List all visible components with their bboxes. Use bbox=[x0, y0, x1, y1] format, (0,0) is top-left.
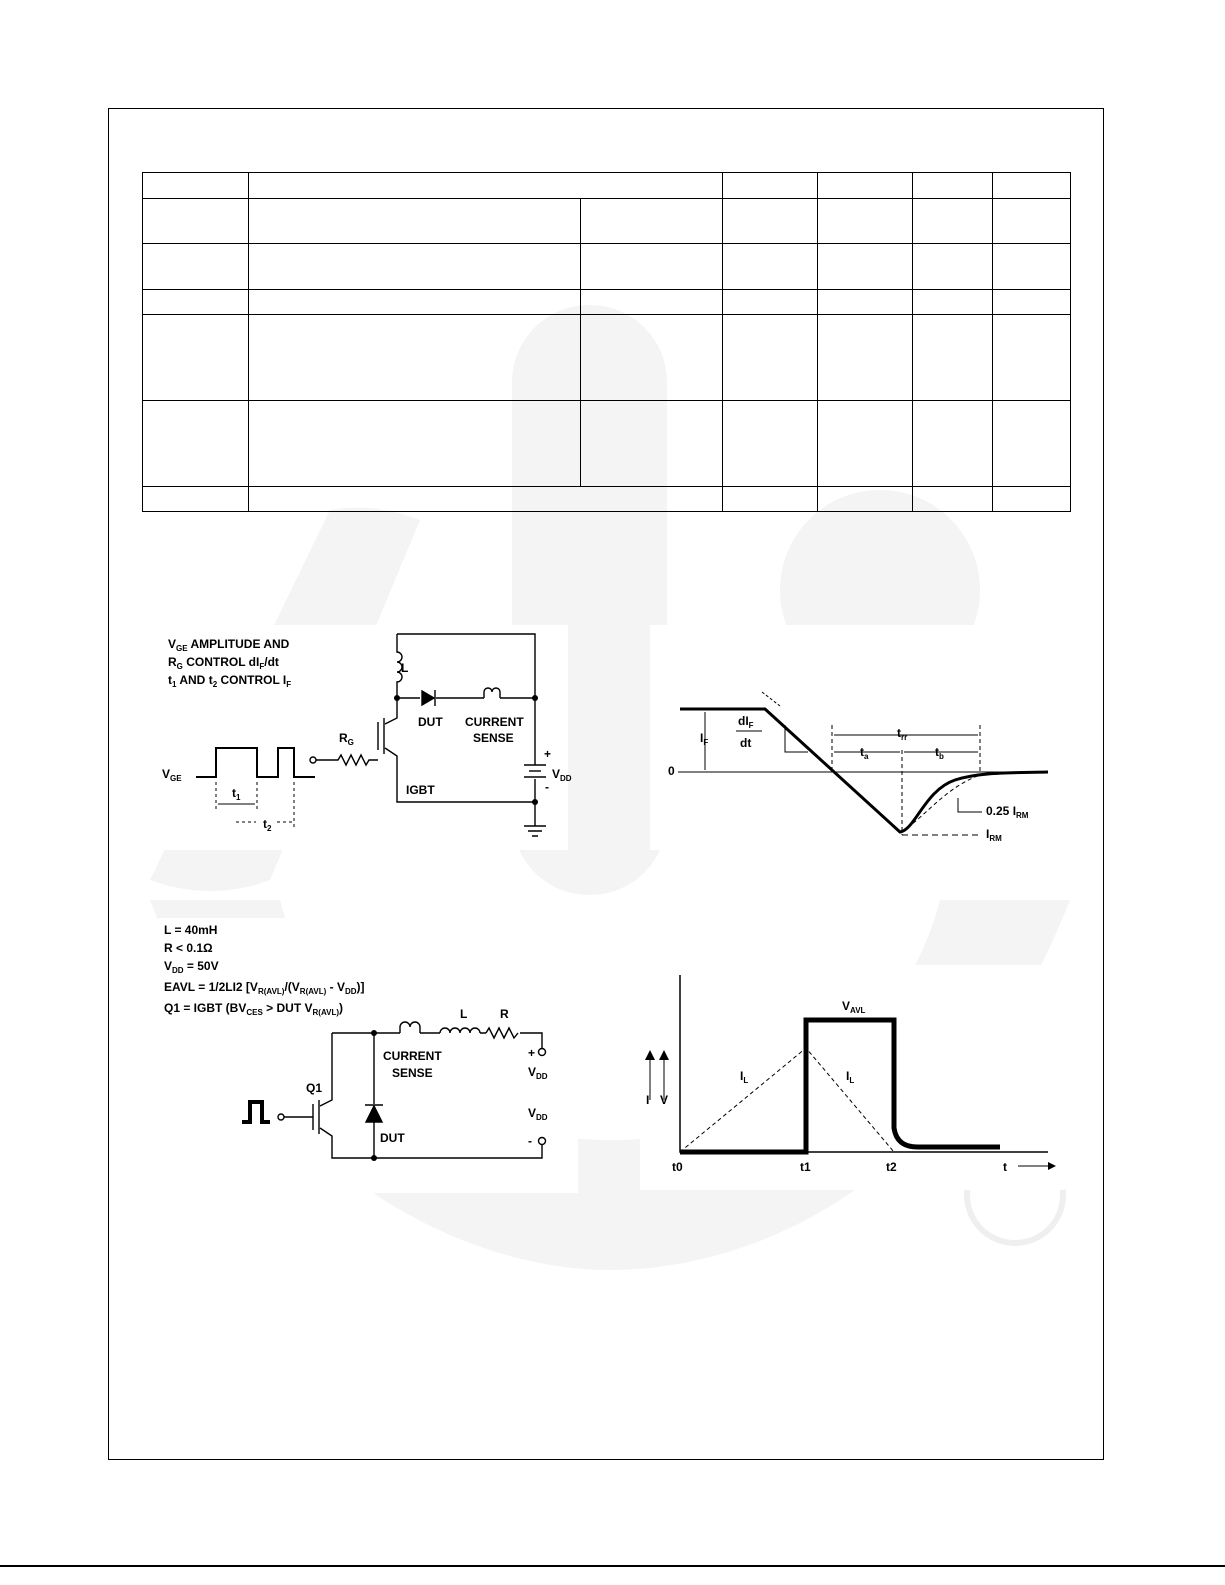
inductor-L bbox=[440, 1028, 480, 1033]
table-cell bbox=[913, 290, 993, 315]
table-cell bbox=[249, 290, 581, 315]
label-t0: t0 bbox=[672, 1160, 683, 1174]
table-cell bbox=[993, 290, 1071, 315]
label-if: $I_F$ bbox=[700, 731, 709, 747]
dut-diode bbox=[366, 1106, 382, 1122]
table-cell bbox=[723, 199, 818, 244]
label-tb: $t_b$ bbox=[935, 745, 944, 761]
table-cell bbox=[723, 244, 818, 290]
label-current: CURRENT bbox=[383, 1049, 442, 1063]
label-dif: $dI_F$ bbox=[738, 714, 754, 730]
table-cell bbox=[249, 173, 723, 199]
table-cell bbox=[249, 199, 581, 244]
table-cell bbox=[581, 401, 723, 487]
table-row bbox=[143, 487, 1071, 512]
table-cell bbox=[723, 173, 818, 199]
note-line-2: $R_G$ CONTROL $dI_F/dt$ bbox=[168, 655, 279, 671]
table-cell bbox=[143, 315, 249, 401]
table-cell bbox=[913, 199, 993, 244]
footer-rule bbox=[0, 1565, 1225, 1567]
label-t2: t2 bbox=[886, 1160, 897, 1174]
label-dut: DUT bbox=[380, 1131, 405, 1145]
table-cell bbox=[993, 487, 1071, 512]
table-cell bbox=[818, 487, 913, 512]
table-cell bbox=[143, 487, 249, 512]
table-row bbox=[143, 173, 1071, 199]
table-cell bbox=[913, 173, 993, 199]
table-cell bbox=[249, 401, 581, 487]
recovery-test-circuit-figure bbox=[158, 625, 572, 850]
label-igbt: IGBT bbox=[406, 783, 435, 797]
label-sense: SENSE bbox=[473, 731, 514, 745]
table-cell bbox=[818, 290, 913, 315]
voltage-waveform bbox=[680, 1020, 1000, 1152]
label-plus: + bbox=[544, 747, 552, 761]
table-cell bbox=[993, 315, 1071, 401]
recovery-waveform-figure bbox=[650, 625, 1060, 850]
table-cell bbox=[993, 244, 1071, 290]
resistor-R bbox=[486, 1028, 518, 1038]
param-vdd: $V_{DD} = 50V$ bbox=[164, 959, 219, 975]
table-cell bbox=[249, 315, 581, 401]
label-rg: $R_G$ bbox=[339, 731, 354, 747]
label-vdd-bottom: $V_{DD}$ bbox=[528, 1106, 548, 1122]
label-t: t bbox=[1003, 1160, 1007, 1174]
label-q1: Q1 bbox=[306, 1081, 323, 1095]
table-cell bbox=[581, 199, 723, 244]
table-cell bbox=[143, 173, 249, 199]
label-vdd: $V_{DD}$ bbox=[552, 767, 572, 783]
label-L: L bbox=[460, 1007, 468, 1021]
wire bbox=[397, 634, 535, 698]
current-sense bbox=[400, 1022, 420, 1033]
table-cell bbox=[913, 401, 993, 487]
table-row bbox=[143, 244, 1071, 290]
table-cell bbox=[249, 244, 581, 290]
table-cell bbox=[723, 487, 818, 512]
label-il-right: $I_L$ bbox=[846, 1069, 855, 1085]
table-cell bbox=[818, 401, 913, 487]
table-cell bbox=[913, 315, 993, 401]
label-dt: dt bbox=[740, 736, 752, 750]
table-cell bbox=[993, 401, 1071, 487]
label-vdd-top: $V_{DD}$ bbox=[528, 1065, 548, 1081]
spec-table bbox=[142, 172, 1071, 512]
table-cell bbox=[993, 173, 1071, 199]
table-cell bbox=[723, 401, 818, 487]
label-il-left: $I_L$ bbox=[740, 1069, 749, 1085]
label-current: CURRENT bbox=[465, 715, 524, 729]
table-row bbox=[143, 401, 1071, 487]
label-R: R bbox=[500, 1007, 509, 1021]
avalanche-test-circuit-figure bbox=[158, 918, 578, 1193]
gate-pulse bbox=[196, 748, 315, 777]
label-vge: $V_{GE}$ bbox=[162, 767, 182, 783]
label-i: I bbox=[646, 1093, 650, 1107]
current-ramp bbox=[680, 1048, 894, 1152]
table-cell bbox=[143, 244, 249, 290]
table-cell bbox=[818, 244, 913, 290]
table-row bbox=[143, 315, 1071, 401]
label-ta: $t_a$ bbox=[860, 745, 869, 761]
param-q1: Q1 = IGBT ($BV_{CES}$ > DUT $V_{R(AVL)}$) bbox=[164, 1001, 344, 1017]
table-cell bbox=[723, 290, 818, 315]
label-plus: + bbox=[528, 1046, 536, 1060]
label-t1: t1 bbox=[800, 1160, 811, 1174]
label-zero: 0 bbox=[668, 764, 675, 778]
table-row bbox=[143, 199, 1071, 244]
avalanche-waveform-figure bbox=[640, 965, 1065, 1190]
label-t1: $t_1$ bbox=[232, 786, 241, 802]
table-cell bbox=[818, 199, 913, 244]
axes bbox=[680, 975, 1048, 1152]
table-cell bbox=[143, 199, 249, 244]
param-R: R < 0.1Ω bbox=[164, 941, 213, 955]
table-cell bbox=[723, 315, 818, 401]
current-sense bbox=[484, 688, 500, 698]
label-025irm: 0.25 $I_{RM}$ bbox=[986, 804, 1029, 820]
label-sense: SENSE bbox=[392, 1066, 433, 1080]
table-row bbox=[143, 290, 1071, 315]
param-eavl: EAVL = 1/2LI2 $[V_{R(AVL)}/(V_{R(AVL)} - V_{DD})]$ bbox=[164, 980, 365, 996]
table-cell bbox=[818, 173, 913, 199]
table-cell bbox=[913, 487, 993, 512]
table-cell bbox=[143, 290, 249, 315]
table-cell bbox=[913, 244, 993, 290]
dut-diode bbox=[422, 691, 434, 705]
table-cell bbox=[581, 244, 723, 290]
table-cell bbox=[249, 487, 723, 512]
table-cell bbox=[818, 315, 913, 401]
table-cell bbox=[581, 290, 723, 315]
label-L: L bbox=[401, 661, 409, 675]
label-dut: DUT bbox=[418, 715, 443, 729]
ground bbox=[524, 802, 546, 836]
label-irm: $I_{RM}$ bbox=[986, 827, 1002, 843]
note-line-3: $t_1$ AND $t_2$ CONTROL $I_F$ bbox=[168, 673, 292, 689]
label-trr: $t_{rr}$ bbox=[897, 726, 908, 742]
resistor-RG bbox=[316, 755, 378, 765]
table-cell bbox=[993, 199, 1071, 244]
label-vavl: $V_{AVL}$ bbox=[842, 999, 866, 1015]
param-L: L = 40mH bbox=[164, 923, 218, 937]
table-cell bbox=[143, 401, 249, 487]
note-line-1: $V_{GE}$ AMPLITUDE AND bbox=[168, 637, 290, 653]
wire bbox=[332, 1033, 542, 1048]
label-v: V bbox=[660, 1093, 669, 1107]
table-cell bbox=[581, 315, 723, 401]
pulse-symbol bbox=[242, 1102, 270, 1122]
label-minus: - bbox=[528, 1134, 532, 1148]
label-t2: $t_2$ bbox=[263, 817, 272, 833]
label-minus: - bbox=[545, 780, 549, 794]
